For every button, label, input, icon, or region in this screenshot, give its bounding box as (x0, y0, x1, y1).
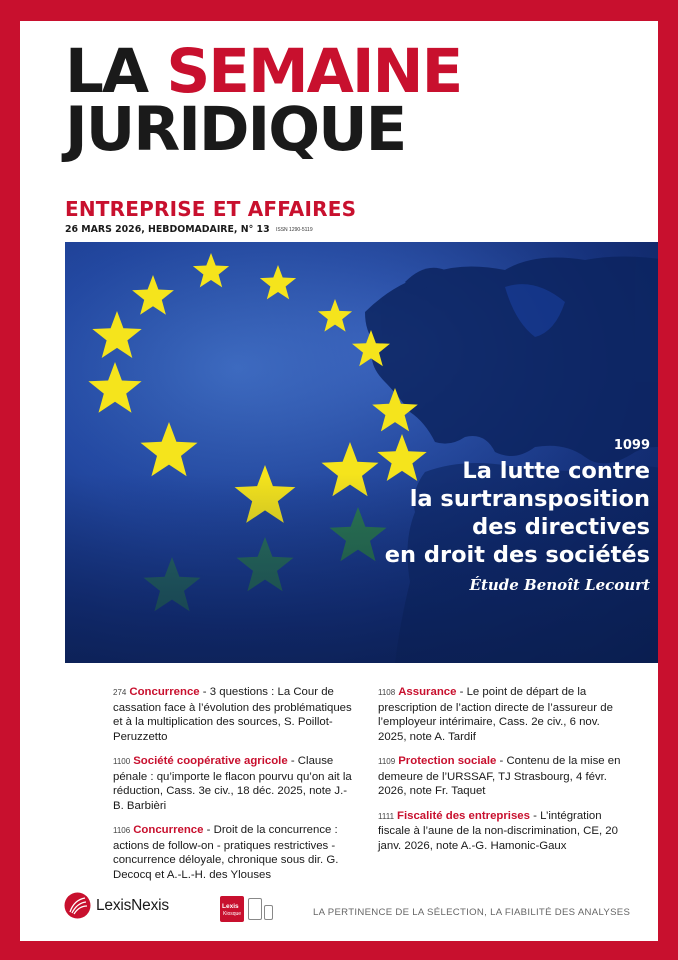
toc-entry[interactable] (113, 754, 353, 813)
feature-title-line: la surtransposition (409, 486, 650, 512)
feature-article[interactable] (385, 438, 650, 594)
toc-entry[interactable] (113, 823, 353, 882)
toc-entry[interactable] (378, 809, 628, 854)
lexisnexis-logo-icon (64, 892, 91, 919)
lexisnexis-logo[interactable] (64, 892, 224, 922)
toc-number: 274 (113, 688, 127, 697)
lexis-kiosque-badge[interactable] (220, 896, 276, 926)
table-of-contents-left (113, 685, 353, 892)
issue-dateline: 26 MARS 2026, HEBDOMADAIRE, N° 13 (65, 224, 270, 235)
title-semaine: SEMAINE (166, 36, 462, 107)
toc-entry[interactable] (378, 685, 628, 744)
toc-category: Protection sociale (398, 755, 497, 767)
feature-title-line: en droit des sociétés (384, 542, 650, 568)
publisher-tagline: LA PERTINENCE DE LA SÉLECTION, LA FIABILITÉ DES ANALYSES (313, 907, 631, 918)
toc-text: - Droit de la concurrence : actions de follow-on - pratiques restrictives - concurrence déloyale, chronique sous dir. G. Decocq et A.-L.-H. des Ylouses (113, 824, 339, 881)
toc-category: Fiscalité des entreprises (397, 809, 530, 822)
feature-title-line: des directives (472, 514, 650, 540)
title-juridique: JURIDIQUE (65, 94, 406, 165)
toc-number: 1106 (113, 826, 131, 835)
toc-number: 1108 (378, 688, 396, 697)
publisher-name: LexisNexis (96, 897, 169, 914)
feature-title (385, 457, 650, 569)
cover-page (20, 21, 658, 941)
tablet-icon (248, 898, 262, 920)
toc-category: Assurance (398, 686, 457, 698)
toc-number: 1109 (378, 757, 396, 766)
feature-number: 1099 (613, 438, 650, 453)
kiosk-label: Lexis (222, 903, 239, 910)
toc-category: Concurrence (133, 824, 204, 836)
table-of-contents-right (378, 685, 628, 863)
issn-label: ISSN 1290-5119 (276, 227, 313, 233)
toc-number: 1100 (113, 757, 131, 766)
toc-entry[interactable] (378, 754, 628, 799)
lexis-kiosque-icon (220, 896, 244, 922)
feature-author: Étude Benoît Lecourt (469, 576, 650, 594)
journal-edition: ENTREPRISE ET AFFAIRES (65, 197, 357, 221)
toc-text: - Le point de départ de la prescription de l’action directe de l’assureur de l’employeur intérimaire, Cass. 2e civ., 6 nov. 2025, note A. Tardif (378, 686, 613, 743)
cover-image (65, 242, 658, 663)
toc-category: Concurrence (129, 686, 200, 698)
toc-category: Société coopérative agricole (133, 755, 288, 767)
toc-entry[interactable] (113, 685, 353, 744)
toc-text: - 3 questions : La Cour de cassation face à l’évolution des problématiques et à la multiplication des sources, S. Poillot-Peruzzetto (113, 686, 352, 743)
title-la: LA (65, 36, 148, 107)
phone-icon (264, 905, 273, 920)
journal-title (65, 36, 462, 165)
toc-number: 1111 (378, 811, 395, 821)
feature-title-line: La lutte contre (462, 458, 650, 484)
kiosk-label-small: Kiosque (223, 911, 242, 917)
toc-text: - Contenu de la mise en demeure de l’URSSAF, TJ Strasbourg, 4 févr. 2026, note Fr. Taquet (378, 755, 621, 797)
toc-text: - Clause pénale : qu’importe le flacon pourvu qu’on ait la réduction, Cass. 3e civ., 18 déc. 2025, note J.-B. Barbièri (113, 755, 352, 812)
toc-text: - L’intégration fiscale à l’aune de la non-discrimination, CE, 20 janv. 2026, note A.-G. Hamonic-Gaux (378, 809, 618, 852)
